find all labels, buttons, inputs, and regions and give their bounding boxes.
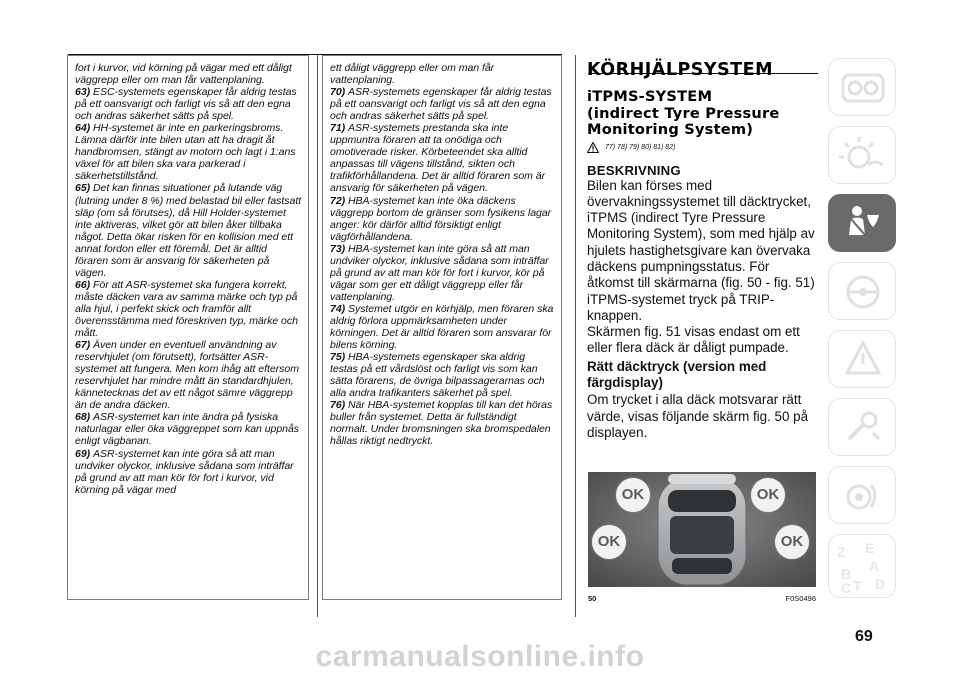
warning-note-text: HH-systemet är inte en parkeringsbroms. Lämna därför inte bilen utan att ha dragit åt handbromsen, stängt av motorn och lagt i 1:ans växel för att bilen ska vara parkerad i säkerhetstillstånd. [75, 122, 296, 183]
lights-icon [829, 127, 897, 185]
warning-note-text: ett dåligt väggrepp eller om man får vattenplaning. [330, 62, 495, 87]
section-title: KÖRHJÄLPSYSTEM [587, 60, 773, 80]
tab-technical-data[interactable] [828, 466, 896, 524]
svg-text:T: T [853, 578, 862, 594]
subsection-title-line2: (indirect Tyre Pressure [587, 104, 780, 122]
warning-note-text: ASR-systemet kan inte ändra på fysiska naturlagar eller öka väggreppet som kan uppnås enligt vägbanan. [75, 411, 300, 448]
figure-caption [588, 594, 816, 603]
warning-notes-column-2 [322, 55, 562, 600]
warning-note [330, 195, 555, 243]
index-icon [829, 535, 897, 599]
warning-note-number: 72) [330, 194, 348, 207]
warning-note-text: HBA-systemets egenskaper ska aldrig testas på ett vårdslöst och farligt vis som kan sätta förarens, de övriga bilpassagerarnas och alla andra trafikanters säkerhet på spel. [330, 351, 545, 400]
warning-note-number: 74) [330, 302, 348, 315]
ok-badge-front-left: OK [616, 478, 650, 512]
description-heading: BESKRIVNING [587, 162, 681, 178]
warning-note-number: 65) [75, 182, 93, 195]
warning-note-text: Det kan finnas situationer på lutande väg (lutning under 8 %) med belastad bil eller fastsatt släp (om så förutses), då Hill Holder-systemet inte aktiveras, vilket gör att bilen åker tillbaka något. Detta ökar risken för en kollision med ett annat fordon eller ett föremål. Det är alltid föraren som är ansvarig för säkerheten på vägen. [75, 182, 302, 279]
description-text-2: Skärmen fig. 51 visas endast om ett eller flera däck är dåligt pumpade. [587, 324, 800, 356]
correct-pressure-heading: Rätt däcktryck (version med färgdisplay) [587, 358, 767, 391]
warning-references [587, 142, 817, 153]
warning-note-number: 69) [75, 447, 93, 460]
warning-note-number: 75) [330, 351, 348, 364]
figure-number: 50 [588, 594, 597, 603]
warning-note-number: 67) [75, 339, 93, 352]
tab-starting-driving[interactable] [828, 262, 896, 320]
svg-text:A: A [869, 558, 880, 574]
tyre-pressure-display-figure [588, 472, 816, 587]
warning-note [75, 279, 302, 339]
warning-note-text: HBA-systemet kan inte öka däckens väggrepp bortom de gränser som fysikens lagar anger: kör därför alltid försiktigt enligt vägförhållandena. [330, 194, 552, 243]
warning-triangle-icon [587, 142, 599, 153]
ok-badge-front-right: OK [751, 478, 785, 512]
warning-note-text: ASR-systemets prestanda ska inte uppmuntra föraren att ta onödiga och omotiverade risker. Körbeteendet ska alltid anpassas till vägens tillstånd, sikten och trafikförhållandena. Det är alltid föraren som är ansvarig för säkerheten på vägen. [330, 122, 546, 195]
tab-maintenance[interactable] [828, 398, 896, 456]
ok-badge-rear-left: OK [592, 525, 626, 559]
warning-note [75, 448, 302, 496]
warning-note [330, 86, 555, 122]
description-text: Bilen kan förses med övervakningssystemet till däcktrycket, iTPMS (indirect Tyre Pressure Monitoring System), som med hjälp av hjulets hastighetsgivare kan övervaka däckens pumpningsstatus. För åtkomst till skärmarna (fig. 50 - fig. 51) iTPMS-systemet tryck på TRIP-knappen. [587, 177, 815, 323]
warning-note [75, 62, 302, 86]
column-divider-1 [317, 55, 318, 617]
page-number: 69 [855, 628, 873, 645]
warning-notes-column-1 [67, 55, 309, 600]
warning-note [75, 182, 302, 278]
warning-note-number: 64) [75, 122, 93, 135]
maintenance-wrench-icon [829, 399, 897, 457]
svg-text:Z: Z [837, 544, 846, 560]
subsection-title-line3: Monitoring System) [587, 121, 754, 138]
warning-note [330, 122, 555, 194]
warning-note [75, 411, 302, 447]
tab-emergency[interactable] [828, 330, 896, 388]
tab-index[interactable] [828, 534, 896, 598]
warning-note-text: När HBA-systemet kopplas till kan det höras buller från systemet. Detta är fullständigt normalt. Under bromsningen ska bromspedalen hållas riktigt nedtryckt. [330, 399, 553, 448]
warning-note [75, 122, 302, 182]
warning-note-text: fort i kurvor, vid körning på vägar med ett dåligt väggrepp eller om man får vattenplaning. [75, 62, 292, 87]
figure-code: F0S0496 [785, 594, 816, 603]
warning-note-number: 76) [330, 399, 348, 412]
warning-reference-numbers: 77) 78) 79) 80) 81) 82) [605, 143, 676, 151]
warning-note-number: 73) [330, 242, 348, 255]
tab-dashboard[interactable] [828, 58, 896, 116]
warning-note-number: 70) [330, 86, 348, 99]
watermark: carmanualsonline.info [315, 640, 645, 673]
correct-pressure-text: Om trycket i alla däck motsvarar rätt värde, visas följande skärm fig. 50 på displayen. [587, 392, 809, 440]
warning-note-number: 71) [330, 122, 348, 135]
tab-safety[interactable] [828, 194, 896, 252]
warning-note-number: 66) [75, 278, 93, 291]
warning-note-text: Även under en eventuell användning av reservhjulet (om förutsett), fortsätter ASR-systemet att fungera. Men kom ihåg att eftersom reservhjulet har mindre mått än standardhjulen, kännetecknas det av ett något sämre väggrepp än de andra däcken. [75, 339, 299, 412]
warning-note-text: För att ASR-systemet ska fungera korrekt, måste däcken vara av samma märke och typ på alla hjul, i perfekt skick och framför allt överensstämma med föreskriven typ, märke och mått. [75, 278, 298, 340]
warning-note [330, 62, 555, 86]
safety-seatbelt-icon [829, 195, 897, 253]
warning-note [330, 303, 555, 351]
warning-note-text: ESC-systemets egenskaper får aldrig testas på ett oansvarigt och farligt vis så att den egna och andras säkerhet sätts på spel. [75, 86, 297, 123]
warning-note-text: HBA-systemet kan inte göra så att man undviker olyckor, inklusive sådana som inträffar på grund av att man kör för fort i kurvor, kör på vägar som ger ett dåligt väggrepp eller får vattenplaning. [330, 242, 549, 303]
tab-lights[interactable] [828, 126, 896, 184]
warning-note-number: 68) [75, 411, 93, 424]
technical-data-icon [829, 467, 897, 525]
chapter-sidebar [828, 58, 896, 606]
itpms-section [587, 60, 817, 441]
warning-note [75, 339, 302, 411]
warning-note [75, 86, 302, 122]
warning-note-number: 63) [75, 86, 93, 99]
svg-text:D: D [875, 576, 886, 592]
steering-wheel-icon [829, 263, 897, 321]
emergency-triangle-icon [829, 331, 897, 389]
subsection-title-line1: iTPMS-SYSTEM [587, 88, 713, 105]
warning-note [330, 351, 555, 399]
svg-text:B: B [841, 566, 852, 582]
svg-text:C: C [841, 580, 852, 596]
warning-note-text: ASR-systemet kan inte göra så att man undviker olyckor, inklusive sådana som inträffar på grund av att man kör för fort i kurvor, vid körning på vägar med [75, 447, 294, 496]
dashboard-icon [829, 59, 897, 117]
warning-note-text: ASR-systemets egenskaper får aldrig testas på ett oansvarigt och farligt vis så att den egna och andras säkerhet sätts på spel. [330, 86, 552, 123]
warning-note [330, 243, 555, 303]
svg-text:E: E [865, 540, 875, 556]
warning-note-text: Systemet utgör en körhjälp, men föraren ska aldrig förlora uppmärksamheten under körningen. Det är alltid föraren som ansvarar för bilens körning. [330, 302, 554, 352]
ok-badge-rear-right: OK [775, 525, 809, 559]
warning-note [330, 399, 555, 447]
column-divider-2 [575, 55, 576, 617]
